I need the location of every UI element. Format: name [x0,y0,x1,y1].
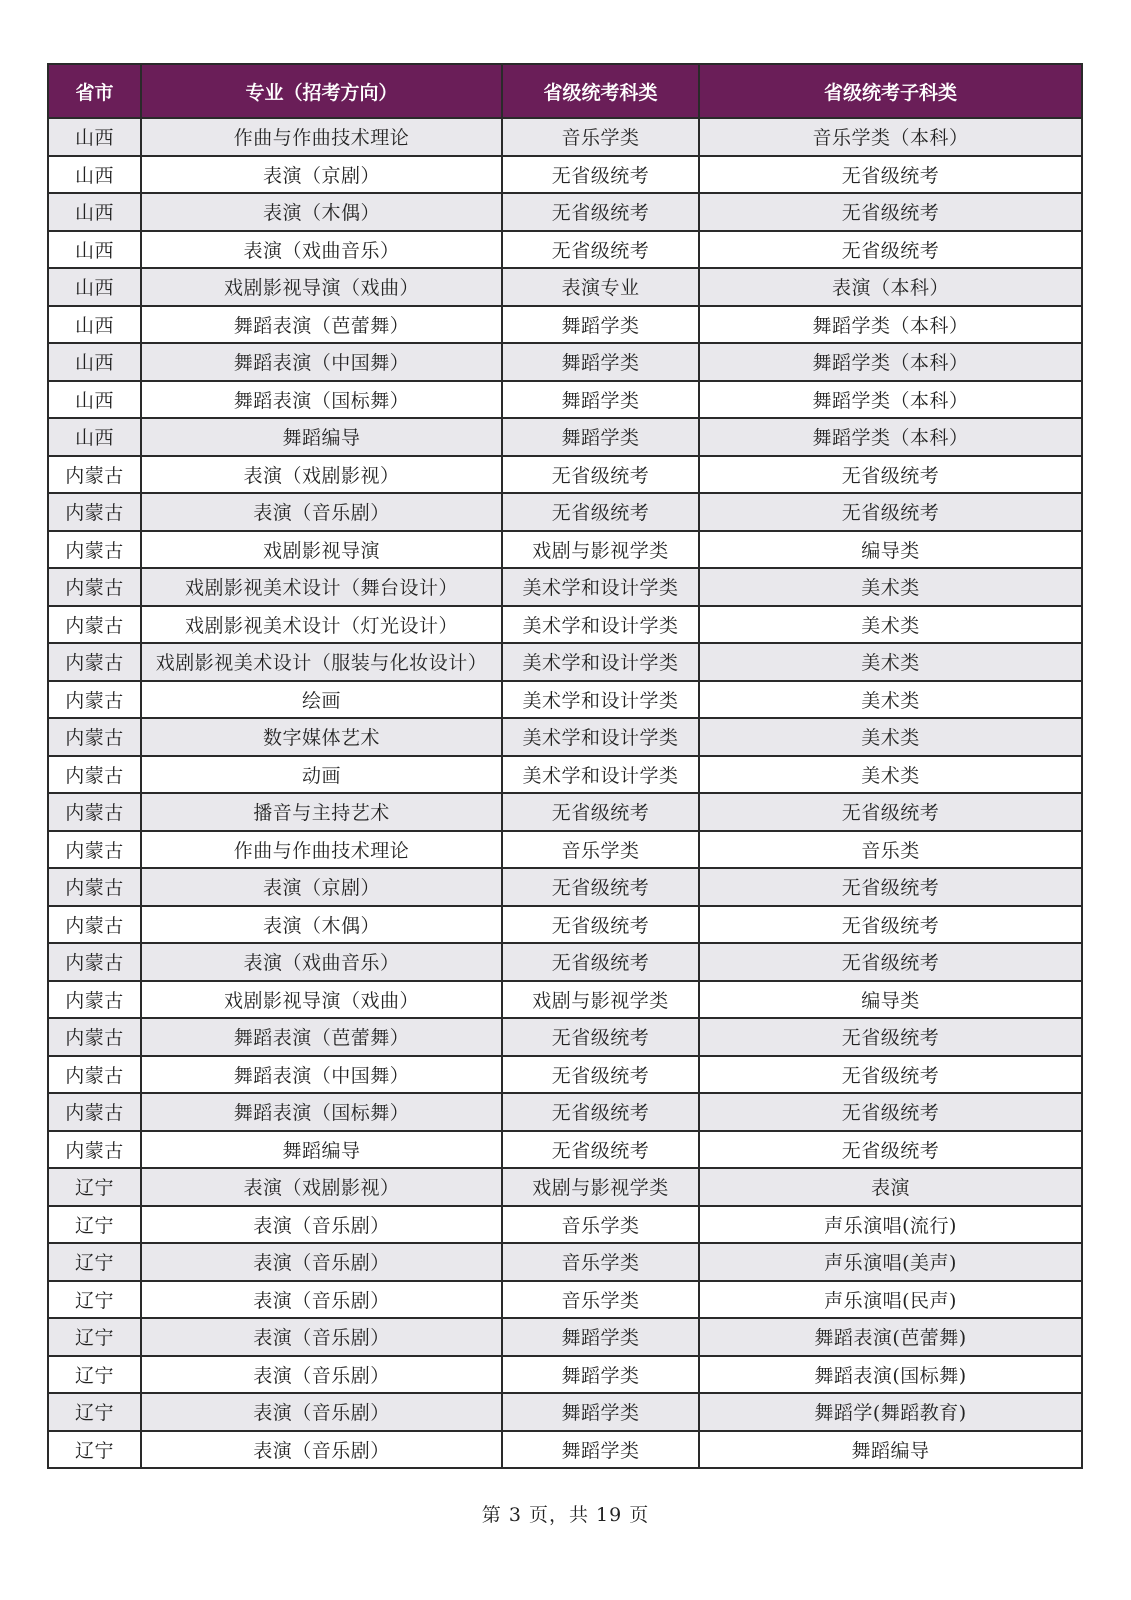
cell-exam-subcategory: 无省级统考 [699,231,1082,269]
cell-exam-category: 舞蹈学类 [502,306,699,344]
cell-province: 内蒙古 [48,943,141,981]
cell-major: 舞蹈表演（芭蕾舞） [141,1018,502,1056]
cell-exam-category: 音乐学类 [502,1281,699,1319]
cell-exam-subcategory: 无省级统考 [699,868,1082,906]
admissions-table-container [47,63,1081,1469]
cell-province: 内蒙古 [48,531,141,569]
cell-exam-category: 音乐学类 [502,1243,699,1281]
cell-province: 辽宁 [48,1318,141,1356]
cell-exam-category: 无省级统考 [502,1131,699,1169]
cell-exam-subcategory: 无省级统考 [699,1093,1082,1131]
table-row [48,381,1082,419]
cell-province: 辽宁 [48,1281,141,1319]
table-row [48,1131,1082,1169]
cell-province: 内蒙古 [48,568,141,606]
cell-exam-category: 美术学和设计学类 [502,606,699,644]
header-exam-category: 省级统考科类 [502,64,699,118]
cell-major: 表演（京剧） [141,156,502,194]
table-row [48,1093,1082,1131]
cell-exam-subcategory: 编导类 [699,531,1082,569]
cell-major: 舞蹈表演（中国舞） [141,343,502,381]
table-row [48,493,1082,531]
cell-province: 内蒙古 [48,756,141,794]
cell-major: 舞蹈编导 [141,418,502,456]
cell-major: 舞蹈表演（国标舞） [141,1093,502,1131]
cell-exam-subcategory: 声乐演唱(美声) [699,1243,1082,1281]
cell-major: 表演（京剧） [141,868,502,906]
table-row [48,343,1082,381]
cell-major: 戏剧影视美术设计（灯光设计） [141,606,502,644]
cell-exam-category: 无省级统考 [502,1018,699,1056]
cell-exam-category: 美术学和设计学类 [502,643,699,681]
cell-province: 辽宁 [48,1206,141,1244]
table-row [48,943,1082,981]
cell-major: 作曲与作曲技术理论 [141,118,502,156]
header-major: 专业（招考方向） [141,64,502,118]
cell-exam-subcategory: 美术类 [699,718,1082,756]
cell-exam-category: 美术学和设计学类 [502,568,699,606]
cell-major: 表演（戏曲音乐） [141,231,502,269]
cell-province: 内蒙古 [48,456,141,494]
table-row [48,156,1082,194]
cell-exam-subcategory: 声乐演唱(民声) [699,1281,1082,1319]
cell-exam-category: 舞蹈学类 [502,1431,699,1469]
cell-exam-category: 美术学和设计学类 [502,756,699,794]
cell-province: 内蒙古 [48,793,141,831]
table-body [48,118,1082,1468]
table-row [48,868,1082,906]
cell-exam-category: 音乐学类 [502,118,699,156]
cell-exam-subcategory: 舞蹈编导 [699,1431,1082,1469]
cell-exam-category: 无省级统考 [502,906,699,944]
cell-exam-category: 戏剧与影视学类 [502,1168,699,1206]
cell-province: 内蒙古 [48,831,141,869]
cell-exam-subcategory: 舞蹈学类（本科） [699,381,1082,419]
cell-exam-subcategory: 表演 [699,1168,1082,1206]
table-header [48,64,1082,118]
cell-exam-category: 无省级统考 [502,793,699,831]
cell-exam-subcategory: 无省级统考 [699,906,1082,944]
cell-province: 辽宁 [48,1431,141,1469]
cell-major: 表演（音乐剧） [141,1431,502,1469]
cell-exam-subcategory: 无省级统考 [699,156,1082,194]
cell-exam-subcategory: 音乐学类（本科） [699,118,1082,156]
cell-major: 作曲与作曲技术理论 [141,831,502,869]
cell-major: 表演（音乐剧） [141,1393,502,1431]
cell-major: 表演（音乐剧） [141,1206,502,1244]
cell-exam-subcategory: 舞蹈学类（本科） [699,418,1082,456]
table-row [48,643,1082,681]
cell-province: 山西 [48,156,141,194]
cell-exam-subcategory: 美术类 [699,606,1082,644]
cell-province: 内蒙古 [48,868,141,906]
table-row [48,718,1082,756]
cell-exam-category: 舞蹈学类 [502,343,699,381]
cell-major: 表演（戏剧影视） [141,456,502,494]
cell-exam-category: 音乐学类 [502,831,699,869]
cell-major: 戏剧影视导演（戏曲） [141,981,502,1019]
table-row [48,831,1082,869]
table-row [48,1018,1082,1056]
table-row [48,568,1082,606]
table-row [48,531,1082,569]
cell-province: 内蒙古 [48,643,141,681]
cell-province: 内蒙古 [48,981,141,1019]
table-row [48,1318,1082,1356]
cell-exam-category: 戏剧与影视学类 [502,531,699,569]
cell-exam-subcategory: 编导类 [699,981,1082,1019]
cell-exam-subcategory: 美术类 [699,681,1082,719]
cell-major: 表演（音乐剧） [141,493,502,531]
table-row [48,456,1082,494]
cell-province: 山西 [48,193,141,231]
cell-major: 表演（音乐剧） [141,1243,502,1281]
cell-exam-category: 无省级统考 [502,156,699,194]
cell-major: 动画 [141,756,502,794]
cell-exam-subcategory: 无省级统考 [699,1056,1082,1094]
cell-major: 表演（戏曲音乐） [141,943,502,981]
table-row [48,306,1082,344]
cell-major: 表演（音乐剧） [141,1281,502,1319]
cell-major: 舞蹈表演（芭蕾舞） [141,306,502,344]
cell-exam-subcategory: 舞蹈表演(芭蕾舞) [699,1318,1082,1356]
page-number: 第 3 页，共 19 页 [481,1504,650,1526]
cell-exam-category: 美术学和设计学类 [502,718,699,756]
table-row [48,231,1082,269]
cell-exam-category: 音乐学类 [502,1206,699,1244]
cell-exam-subcategory: 无省级统考 [699,793,1082,831]
cell-exam-category: 无省级统考 [502,456,699,494]
cell-major: 表演（木偶） [141,906,502,944]
cell-province: 辽宁 [48,1168,141,1206]
admissions-table [47,63,1083,1469]
header-row [48,64,1082,118]
cell-exam-subcategory: 无省级统考 [699,1018,1082,1056]
cell-exam-subcategory: 舞蹈学类（本科） [699,306,1082,344]
cell-exam-category: 无省级统考 [502,943,699,981]
cell-exam-category: 舞蹈学类 [502,1356,699,1394]
cell-exam-subcategory: 声乐演唱(流行) [699,1206,1082,1244]
cell-province: 山西 [48,118,141,156]
cell-province: 内蒙古 [48,1056,141,1094]
table-row [48,418,1082,456]
cell-exam-subcategory: 舞蹈表演(国标舞) [699,1356,1082,1394]
table-row [48,1168,1082,1206]
cell-province: 辽宁 [48,1356,141,1394]
cell-province: 内蒙古 [48,1131,141,1169]
cell-exam-category: 表演专业 [502,268,699,306]
cell-province: 辽宁 [48,1393,141,1431]
cell-exam-category: 无省级统考 [502,193,699,231]
table-row [48,681,1082,719]
cell-exam-category: 舞蹈学类 [502,1393,699,1431]
cell-major: 表演（音乐剧） [141,1356,502,1394]
cell-exam-subcategory: 表演（本科） [699,268,1082,306]
cell-exam-subcategory: 无省级统考 [699,1131,1082,1169]
table-row [48,1206,1082,1244]
table-row [48,793,1082,831]
cell-major: 戏剧影视美术设计（服装与化妆设计） [141,643,502,681]
cell-exam-subcategory: 美术类 [699,756,1082,794]
table-row [48,981,1082,1019]
cell-major: 舞蹈表演（中国舞） [141,1056,502,1094]
table-row [48,268,1082,306]
cell-exam-category: 舞蹈学类 [502,1318,699,1356]
cell-province: 内蒙古 [48,1018,141,1056]
cell-exam-subcategory: 舞蹈学类（本科） [699,343,1082,381]
cell-province: 山西 [48,418,141,456]
cell-exam-subcategory: 舞蹈学(舞蹈教育) [699,1393,1082,1431]
cell-major: 舞蹈编导 [141,1131,502,1169]
cell-province: 内蒙古 [48,606,141,644]
cell-major: 戏剧影视导演（戏曲） [141,268,502,306]
cell-exam-category: 戏剧与影视学类 [502,981,699,1019]
cell-province: 山西 [48,268,141,306]
cell-major: 戏剧影视美术设计（舞台设计） [141,568,502,606]
header-province: 省市 [48,64,141,118]
cell-exam-category: 无省级统考 [502,1093,699,1131]
cell-province: 辽宁 [48,1243,141,1281]
cell-exam-category: 无省级统考 [502,1056,699,1094]
cell-province: 内蒙古 [48,1093,141,1131]
cell-province: 内蒙古 [48,718,141,756]
cell-exam-subcategory: 无省级统考 [699,943,1082,981]
cell-major: 舞蹈表演（国标舞） [141,381,502,419]
cell-exam-subcategory: 美术类 [699,568,1082,606]
cell-exam-subcategory: 音乐类 [699,831,1082,869]
table-row [48,906,1082,944]
table-row [48,1056,1082,1094]
cell-exam-category: 美术学和设计学类 [502,681,699,719]
cell-province: 山西 [48,306,141,344]
cell-exam-category: 舞蹈学类 [502,381,699,419]
cell-province: 山西 [48,381,141,419]
table-row [48,1356,1082,1394]
cell-major: 表演（戏剧影视） [141,1168,502,1206]
cell-exam-category: 无省级统考 [502,868,699,906]
cell-exam-subcategory: 美术类 [699,643,1082,681]
table-row [48,193,1082,231]
table-row [48,1281,1082,1319]
cell-major: 表演（音乐剧） [141,1318,502,1356]
cell-major: 播音与主持艺术 [141,793,502,831]
table-row [48,1393,1082,1431]
cell-province: 山西 [48,231,141,269]
cell-major: 数字媒体艺术 [141,718,502,756]
header-exam-subcategory: 省级统考子科类 [699,64,1082,118]
cell-exam-category: 无省级统考 [502,493,699,531]
cell-exam-category: 无省级统考 [502,231,699,269]
table-row [48,606,1082,644]
cell-major: 绘画 [141,681,502,719]
cell-province: 山西 [48,343,141,381]
table-row [48,756,1082,794]
table-row [48,118,1082,156]
cell-province: 内蒙古 [48,906,141,944]
cell-exam-category: 舞蹈学类 [502,418,699,456]
cell-exam-subcategory: 无省级统考 [699,456,1082,494]
table-row [48,1431,1082,1469]
cell-major: 戏剧影视导演 [141,531,502,569]
cell-province: 内蒙古 [48,493,141,531]
table-row [48,1243,1082,1281]
cell-province: 内蒙古 [48,681,141,719]
cell-exam-subcategory: 无省级统考 [699,493,1082,531]
cell-major: 表演（木偶） [141,193,502,231]
cell-exam-subcategory: 无省级统考 [699,193,1082,231]
